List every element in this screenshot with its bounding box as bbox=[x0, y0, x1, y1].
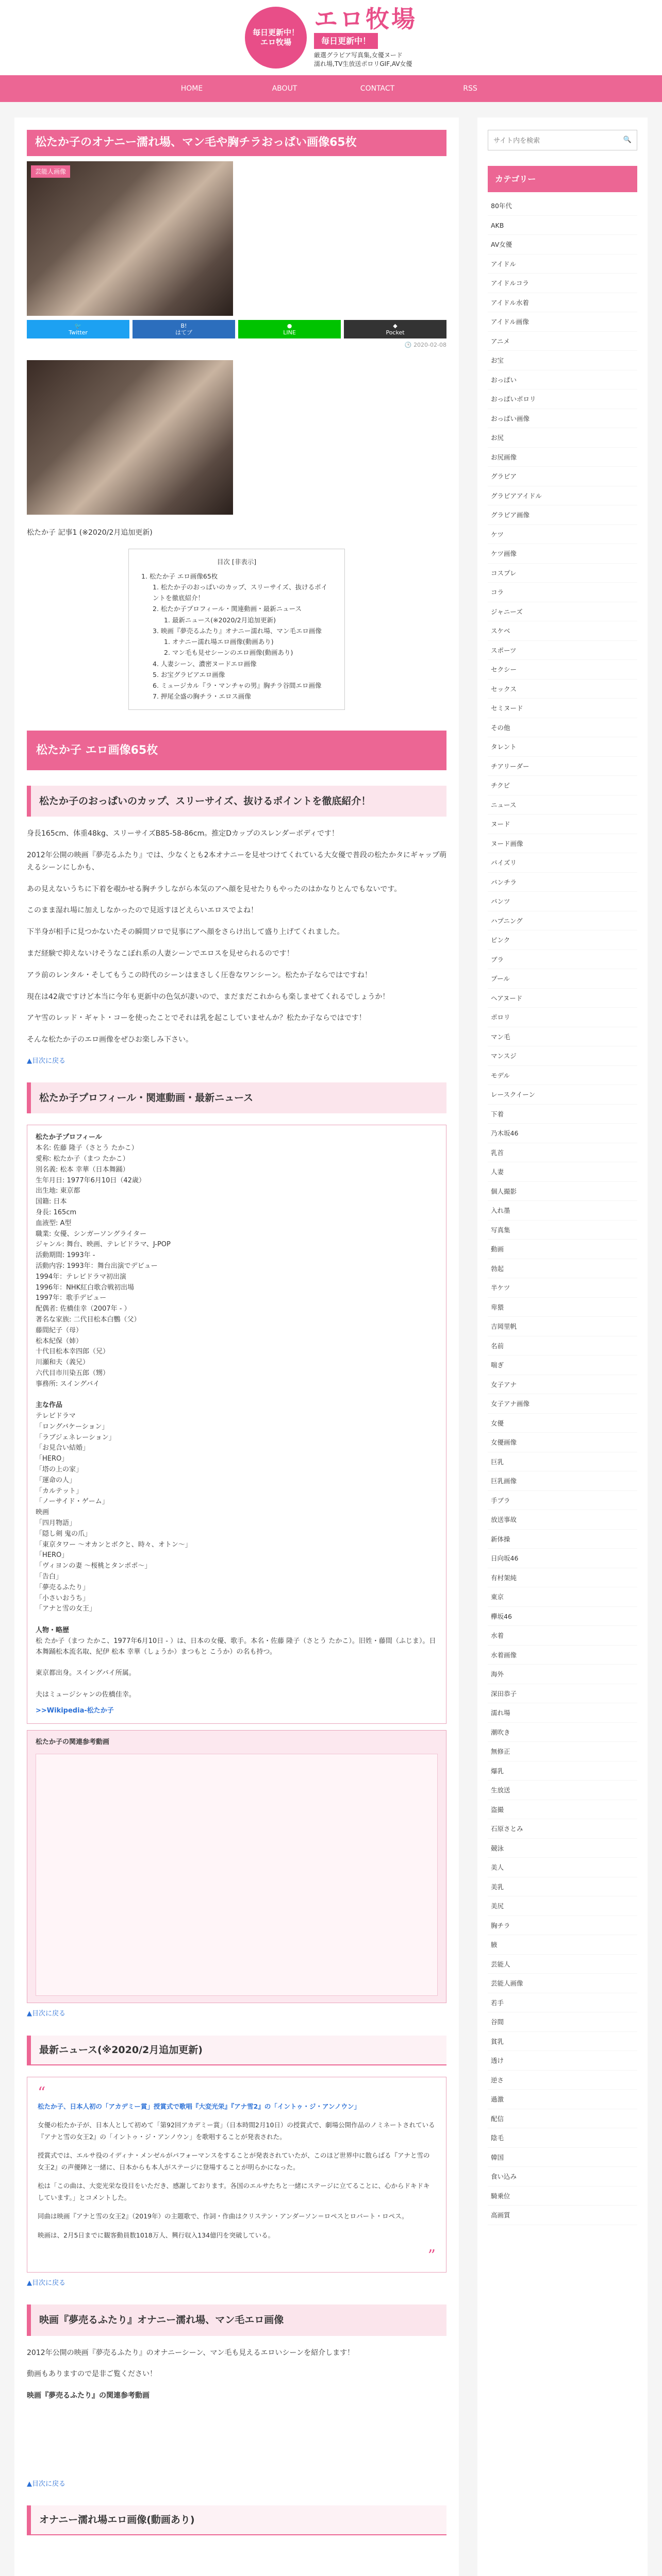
profile-line bbox=[36, 1615, 438, 1625]
sidebar-category-item[interactable]: 女子アナ bbox=[488, 1375, 637, 1395]
toc-item[interactable]: 1. 最新ニュース(※2020/2月追加更新) bbox=[164, 616, 276, 624]
profile-line: 著名な家族: 二代目松本白鸚（父） bbox=[36, 1315, 141, 1324]
toc-item[interactable]: 1. 松たか子のおっぱいのカップ、スリーサイズ、抜けるポイントを徹底紹介！ bbox=[153, 583, 328, 602]
profile-line bbox=[36, 1657, 438, 1668]
sidebar-category-item[interactable]: ニュース bbox=[488, 795, 637, 815]
profile-line bbox=[36, 1390, 438, 1401]
share-pocket-label: Pocket bbox=[386, 329, 405, 336]
category-list bbox=[488, 196, 637, 2225]
sidebar-category-item[interactable]: パンツ bbox=[488, 892, 637, 911]
sidebar-category-item[interactable]: スケベ bbox=[488, 621, 637, 641]
paragraph: 現在は42歳ですけど本当に今年も更新中の色気が凄いので、まだまだこれからも楽しませてくれるでしょうか！ bbox=[27, 992, 390, 1001]
video-placeholder[interactable] bbox=[27, 2412, 446, 2473]
sidebar-category-item[interactable]: 濡れ場 bbox=[488, 1703, 637, 1723]
paragraph: 映画『夢売るふたり』の関連参考動画 bbox=[27, 2392, 150, 2400]
sidebar-category-item[interactable]: ヌード bbox=[488, 815, 637, 834]
sidebar-category-item[interactable]: モデル bbox=[488, 1066, 637, 1086]
category-heading: カテゴリー bbox=[488, 166, 637, 192]
nav-home[interactable]: HOME bbox=[180, 84, 203, 93]
profile-line: 六代目市川染五郎（甥） bbox=[36, 1369, 110, 1377]
profile-box bbox=[27, 1125, 446, 1724]
pocket-icon: ◆ bbox=[393, 322, 398, 329]
logo-badge: 毎日更新中！エロ牧場 bbox=[245, 7, 307, 69]
sidebar-category-item[interactable]: ヘアヌード bbox=[488, 989, 637, 1008]
paragraph: 身長165cm、体重48kg、スリーサイズB85-58-86cm。推定Dカップのスレンダーボディです！ bbox=[27, 829, 339, 838]
subsection-heading: 松たか子プロフィール・関連動画・最新ニュース bbox=[27, 1082, 446, 1113]
sidebar-category-item[interactable]: 逆さ bbox=[488, 2071, 637, 2090]
sidebar-category-item[interactable]: ブラ bbox=[488, 950, 637, 970]
sidebar-category-item[interactable]: 高画質 bbox=[488, 2206, 637, 2225]
paragraph: 下半身が相手に見つかないたその瞬間ソロで見事にアヘ顔をさらけ出して盛り上げてくれました。 bbox=[27, 928, 344, 937]
sidebar-category-item[interactable]: 日向坂46 bbox=[488, 1549, 637, 1568]
sidebar-category-item[interactable]: アイドル画像 bbox=[488, 312, 637, 332]
sidebar-category-item[interactable]: 卑猥 bbox=[488, 1298, 637, 1317]
sidebar-category-item[interactable]: マンスジ bbox=[488, 1046, 637, 1066]
sidebar-category-item[interactable]: スポーツ bbox=[488, 641, 637, 660]
profile-line: 十代目松本幸四郎（兄） bbox=[36, 1348, 110, 1356]
profile-line: ジャンル: 舞台、映画、テレビドラマ、J-POP bbox=[36, 1241, 171, 1249]
back-to-toc-link[interactable]: ▲目次に戻る bbox=[27, 2480, 65, 2488]
news-quote-box bbox=[27, 2077, 446, 2273]
sidebar-category-item[interactable]: 新体操 bbox=[488, 1530, 637, 1549]
profile-line: 「隠し剣 鬼の爪」 bbox=[36, 1530, 92, 1538]
main-content bbox=[14, 117, 459, 2576]
sidebar-category-item[interactable]: 勃起 bbox=[488, 1259, 637, 1279]
toc-title[interactable]: 目次 [非表示] bbox=[217, 558, 257, 566]
profile-line: 1994年：テレビドラマ初出演 bbox=[36, 1273, 126, 1281]
sidebar-category-item[interactable]: お尻画像 bbox=[488, 448, 637, 467]
toc-item[interactable]: 3. 映画『夢売るふたり』オナニー濡れ場、マン毛エロ画像 bbox=[153, 626, 322, 635]
sidebar-category-item[interactable]: 欅坂46 bbox=[488, 1607, 637, 1626]
sidebar-category-item[interactable]: 水着 bbox=[488, 1626, 637, 1646]
sidebar-category-item[interactable]: おっぱい画像 bbox=[488, 409, 637, 429]
category-label[interactable]: 芸能人画像 bbox=[31, 165, 70, 178]
sidebar-category-item[interactable]: 生放送 bbox=[488, 1781, 637, 1800]
video-box bbox=[27, 1730, 446, 2003]
news-paragraph: 授賞式では、エルサ役のイディナ・メンゼルがパフォーマンスをすることが発表されていたが、このほど世界中に散らばる『アナと雪の女王2』の声優陣と一緒に、日本からも本人がステージに登場することが明らかになった。 bbox=[38, 2151, 430, 2171]
sidebar-category-item[interactable]: 海外 bbox=[488, 1665, 637, 1684]
sidebar-category-item[interactable]: 乃木坂46 bbox=[488, 1124, 637, 1143]
sidebar-category-item[interactable]: 石原さとみ bbox=[488, 1819, 637, 1839]
paragraph: アラ前のレンタル・そしてもうこの時代のシーンはまさしく圧巻なワンシーン。松たか子ならではですね！ bbox=[27, 971, 372, 979]
back-to-toc-link[interactable]: ▲目次に戻る bbox=[27, 1057, 65, 1065]
sidebar-category-item[interactable]: 写真集 bbox=[488, 1221, 637, 1240]
sidebar-category-item[interactable]: 半ケツ bbox=[488, 1278, 637, 1298]
sidebar-category-item[interactable]: 放送事故 bbox=[488, 1510, 637, 1530]
logo-text bbox=[314, 7, 417, 69]
sidebar-category-item[interactable]: 美乳 bbox=[488, 1877, 637, 1897]
profile-line: 事務所: スイングバイ bbox=[36, 1380, 100, 1388]
sidebar-category-item[interactable]: ピンク bbox=[488, 930, 637, 950]
sidebar-category-item[interactable]: ケツ bbox=[488, 525, 637, 545]
sidebar-category-item[interactable]: 美人 bbox=[488, 1858, 637, 1877]
sidebar-category-item[interactable]: コラ bbox=[488, 583, 637, 602]
profile-line: 「ロングバケーション」 bbox=[36, 1422, 109, 1431]
paragraph: あの見えないうちに下着を覗かせる胸チラしながら本気のアヘ顔を見せたりもやったのはかなりとんでもないです。 bbox=[27, 885, 402, 893]
profile-line: 「告白」 bbox=[36, 1573, 63, 1581]
post-date: 🕒 2020-02-08 bbox=[404, 341, 446, 348]
image-caption: 松たか子 記事1 (※2020/2月追加更新) bbox=[27, 529, 153, 537]
sidebar bbox=[477, 117, 648, 2576]
paragraph: 2012年公開の映画『夢売るふたり』では、少なくとも2本オナニーを見せつけてくれている大女優で普段の松たかタにギャップ萌えるシーンにしかも、 bbox=[27, 851, 446, 872]
nav-rss[interactable]: RSS bbox=[463, 84, 477, 93]
sidebar-category-item[interactable]: 下着 bbox=[488, 1105, 637, 1124]
sidebar-category-item[interactable]: 名前 bbox=[488, 1336, 637, 1356]
logo-sub: 毎日更新中！ bbox=[314, 33, 378, 49]
paragraph: アヤ雪のレッド・ギャト・コーを使ったことでそれは乳を起こしていませんか？松たか子ならではです！ bbox=[27, 1014, 366, 1023]
sidebar-category-item[interactable]: 巨乳 bbox=[488, 1452, 637, 1472]
profile-line: 「小さいおうち」 bbox=[36, 1594, 90, 1602]
profile-line: 主な作品 bbox=[36, 1401, 63, 1410]
paragraph: 動画もありますので是非ご覧ください！ bbox=[27, 2370, 157, 2379]
sidebar-category-item[interactable]: 芸能人 bbox=[488, 1955, 637, 1974]
sidebar-category-item[interactable]: アイドル水着 bbox=[488, 293, 637, 313]
profile-line: 夫はミュージシャンの佐橋佳幸。 bbox=[36, 1690, 136, 1699]
sidebar-category-item[interactable]: 芸能人画像 bbox=[488, 1974, 637, 1993]
profile-line: 愛称: 松たか子（まつ たかこ） bbox=[36, 1155, 129, 1163]
eyecatch-image[interactable] bbox=[27, 161, 233, 316]
toc-item[interactable]: 7. 押尾全盛の胸チラ・エロス画像 bbox=[153, 692, 251, 701]
nav-contact[interactable]: CONTACT bbox=[360, 84, 395, 93]
share-buttons bbox=[27, 320, 446, 338]
twitter-icon: 🐦 bbox=[74, 322, 82, 329]
profile-line: 「アナと雪の女王」 bbox=[36, 1605, 96, 1613]
sidebar-category-item[interactable]: 若手 bbox=[488, 1993, 637, 2013]
quote-close-icon: ” bbox=[427, 2247, 436, 2265]
sidebar-category-item[interactable]: 巨乳画像 bbox=[488, 1471, 637, 1491]
profile-line: 別名義: 松本 幸華（日本舞踊） bbox=[36, 1165, 129, 1174]
news-link[interactable]: 松たか子、日本人初の「アカデミー賞」授賞式で歌唱『大変光栄』『アナ雪2』の「イントゥ・ジ・アンノウン」 bbox=[38, 2102, 361, 2110]
profile-line: 国籍: 日本 bbox=[36, 1198, 67, 1206]
sidebar-category-item[interactable]: おっぱいポロリ bbox=[488, 389, 637, 409]
share-line-button[interactable] bbox=[238, 320, 341, 338]
sidebar-category-item[interactable]: 腋 bbox=[488, 1935, 637, 1955]
profile-line: 1996年：NHK紅白歌合戦初出場 bbox=[36, 1283, 135, 1292]
toc-item[interactable]: 6. ミュージカル『ラ・マンチャの男』胸チラ谷間エロ画像 bbox=[153, 682, 322, 690]
profile-lines bbox=[36, 1132, 438, 1700]
profile-line: 職業: 女優、シンガーソングライター bbox=[36, 1230, 147, 1238]
content-wrap bbox=[0, 102, 662, 2576]
back-to-toc-link[interactable]: ▲目次に戻る bbox=[27, 2279, 65, 2287]
share-pocket-button[interactable] bbox=[344, 320, 446, 338]
sidebar-category-item[interactable]: 水着画像 bbox=[488, 1646, 637, 1665]
sidebar-category-item[interactable]: パイズリ bbox=[488, 853, 637, 873]
wikipedia-link[interactable]: >>Wikipedia-松たか子 bbox=[36, 1706, 114, 1715]
profile-line: 「HERO」 bbox=[36, 1455, 69, 1463]
sidebar-category-item[interactable]: 爆乳 bbox=[488, 1761, 637, 1781]
news-paragraph: 女優の松たか子が、日本人として初めて「第92回アカデミー賞」（日本時間2月10日）の授賞式で、劇場公開作品のノミネートされている『アナと雪の女王2』の「イントゥ・ジ・アンノウン」を歌唱することが発表された。 bbox=[38, 2121, 435, 2141]
sidebar-category-item[interactable]: プール bbox=[488, 969, 637, 989]
sidebar-category-item[interactable]: アイドルコラ bbox=[488, 274, 637, 293]
sidebar-category-item[interactable]: 無修正 bbox=[488, 1742, 637, 1761]
profile-line: 藤間紀子（母） bbox=[36, 1326, 83, 1334]
sidebar-category-item[interactable]: 女優 bbox=[488, 1414, 637, 1433]
sidebar-category-item[interactable]: 胸チラ bbox=[488, 1916, 637, 1936]
sidebar-category-item[interactable]: 競泳 bbox=[488, 1839, 637, 1858]
sidebar-category-item[interactable]: 女子アナ画像 bbox=[488, 1394, 637, 1414]
sidebar-category-item[interactable]: 谷間 bbox=[488, 2012, 637, 2032]
news-paragraph: 映画は、2月5日までに観客動員数1018万人、興行収入134億円を突破している。 bbox=[38, 2231, 275, 2239]
back-to-toc-link[interactable]: ▲目次に戻る bbox=[27, 2010, 65, 2018]
sidebar-category-item[interactable]: レースクイーン bbox=[488, 1085, 637, 1105]
profile-line: 活動期間: 1993年 - bbox=[36, 1251, 95, 1260]
sidebar-category-item[interactable]: 潮吹き bbox=[488, 1723, 637, 1742]
toc-item[interactable]: 2. マン毛も見せシーンのエロ画像(動画あり) bbox=[164, 649, 293, 657]
sidebar-category-item[interactable]: セックス bbox=[488, 680, 637, 699]
sidebar-category-item[interactable]: 入れ墨 bbox=[488, 1201, 637, 1221]
sidebar-category-item[interactable]: 個人撮影 bbox=[488, 1182, 637, 1201]
sidebar-category-item[interactable]: タレント bbox=[488, 737, 637, 757]
profile-line: 松本紀保（姉） bbox=[36, 1337, 83, 1345]
toc-item[interactable]: 4. 人妻シーン、濃密ヌードエロ画像 bbox=[153, 659, 257, 668]
news-paragraph: 同曲は映画『アナと雪の女王2』（2019年）の主題歌で、作詞・作曲はクリステン・アンダーソン＝ロペスとロバート・ロペス。 bbox=[38, 2212, 408, 2221]
paragraph: このまま湿れ場に加えしなかったので見返すほどえらいエロスでよね！ bbox=[27, 906, 258, 915]
sidebar-category-item[interactable]: 透け bbox=[488, 2051, 637, 2071]
sidebar-category-item[interactable]: 陰毛 bbox=[488, 2128, 637, 2148]
logo-desc bbox=[314, 51, 412, 69]
sidebar-category-item[interactable]: 乳首 bbox=[488, 1143, 637, 1163]
profile-line: 「カルテット」 bbox=[36, 1487, 83, 1495]
sidebar-category-item[interactable]: アイドル bbox=[488, 255, 637, 274]
sidebar-category-item[interactable]: その他 bbox=[488, 718, 637, 738]
sidebar-category-item[interactable]: チクビ bbox=[488, 776, 637, 795]
quote-open-icon: “ bbox=[38, 2083, 46, 2102]
profile-line: 「ラブジェネレーション」 bbox=[36, 1433, 115, 1442]
sidebar-category-item[interactable]: アニメ bbox=[488, 332, 637, 351]
sidebar-category-item[interactable]: 80年代 bbox=[488, 196, 637, 216]
section-heading: 松たか子 エロ画像65枚 bbox=[27, 731, 446, 770]
share-twitter-button[interactable] bbox=[27, 320, 129, 338]
sidebar-category-item[interactable]: 韓国 bbox=[488, 2148, 637, 2167]
sidebar-category-item[interactable]: マン毛 bbox=[488, 1027, 637, 1047]
sidebar-category-item[interactable]: 東京 bbox=[488, 1587, 637, 1607]
sidebar-category-item[interactable]: チアリーダー bbox=[488, 757, 637, 776]
site-logo[interactable] bbox=[245, 7, 417, 69]
table-of-contents bbox=[128, 549, 345, 709]
sidebar-category-item[interactable]: 過激 bbox=[488, 2090, 637, 2109]
sidebar-category-item[interactable]: コスプレ bbox=[488, 564, 637, 583]
share-twitter-label: Twitter bbox=[69, 329, 88, 336]
subsection-heading: 松たか子のおっぱいのカップ、スリーサイズ、抜けるポイントを徹底紹介！ bbox=[27, 786, 446, 817]
sidebar-category-item[interactable]: 女優画像 bbox=[488, 1433, 637, 1452]
search-icon[interactable]: 🔍 bbox=[623, 135, 632, 144]
sidebar-category-item[interactable]: ヌード画像 bbox=[488, 834, 637, 854]
sidebar-category-item[interactable]: ケツ画像 bbox=[488, 544, 637, 564]
profile-line: 「ノーサイド・ゲーム」 bbox=[36, 1498, 109, 1506]
sidebar-category-item[interactable]: 人妻 bbox=[488, 1162, 637, 1182]
profile-line: 血液型: A型 bbox=[36, 1219, 72, 1227]
profile-line: 映画 bbox=[36, 1509, 49, 1517]
profile-line: 松 たか子（まつ たかこ、1977年6月10日 - ）は、日本の女優、歌手。本名・佐藤 隆子（さとう たかこ）。旧姓・藤間（ふじま）。日本舞踊松本流名取、紀伊 松本 幸華（しょうか）まつもと こうか）の名も持つ。 bbox=[36, 1637, 436, 1656]
search-box bbox=[488, 130, 637, 150]
sidebar-category-item[interactable]: 美尻 bbox=[488, 1896, 637, 1916]
sidebar-category-item[interactable]: グラビア画像 bbox=[488, 505, 637, 525]
logo-main: エロ牧場 bbox=[314, 5, 417, 33]
sidebar-category-item[interactable]: 吉岡里帆 bbox=[488, 1317, 637, 1336]
profile-line bbox=[36, 1679, 438, 1690]
sidebar-category-item[interactable]: 盗撮 bbox=[488, 1800, 637, 1820]
profile-line: 本名: 佐藤 隆子（さとう たかこ） bbox=[36, 1144, 138, 1153]
site-header bbox=[0, 0, 662, 75]
sidebar-category-item[interactable]: 配信 bbox=[488, 2109, 637, 2129]
profile-line: テレビドラマ bbox=[36, 1412, 76, 1420]
sidebar-category-item[interactable]: 食い込み bbox=[488, 2167, 637, 2187]
line-icon: ● bbox=[287, 322, 292, 329]
profile-line: 1997年：歌手デビュー bbox=[36, 1294, 107, 1302]
profile-line: 「東京タワー 〜オカンとボクと、時々、オトン〜」 bbox=[36, 1540, 192, 1549]
profile-line: 東京都出身。スイングバイ所属。 bbox=[36, 1669, 136, 1677]
post-title: 松たか子のオナニー濡れ場、マン毛や胸チラおっぱい画像65枚 bbox=[27, 130, 446, 156]
toc-item[interactable]: 2. 松たか子プロフィール・関連動画・最新ニュース bbox=[153, 605, 302, 613]
news-paragraph: 松は「この曲は、大変光栄な役目をいただき、感謝しております。各国のエルサたちと一緒にステージに立てることに、心からドキドキしています。」とコメントした。 bbox=[38, 2182, 430, 2201]
profile-line: 「運命の人」 bbox=[36, 1476, 76, 1484]
sidebar-category-item[interactable]: 騎乗位 bbox=[488, 2187, 637, 2206]
subsection-heading: 最新ニュース(※2020/2月追加更新) bbox=[27, 2036, 446, 2065]
sidebar-category-item[interactable]: おっぱい bbox=[488, 370, 637, 390]
profile-line: 「お見合い結婚」 bbox=[36, 1444, 90, 1452]
hatena-icon: B! bbox=[180, 322, 187, 329]
logo-desc-line-1: 厳選グラビア写真集,女優ヌード bbox=[314, 51, 403, 59]
sidebar-category-item[interactable]: お宝 bbox=[488, 351, 637, 370]
sidebar-category-item[interactable]: ポロリ bbox=[488, 1008, 637, 1027]
sidebar-category-item[interactable]: ハプニング bbox=[488, 911, 637, 931]
sidebar-category-item[interactable]: 有村架純 bbox=[488, 1568, 637, 1588]
profile-line: 出生地: 東京都 bbox=[36, 1187, 80, 1195]
sidebar-category-item[interactable]: ジャニーズ bbox=[488, 602, 637, 622]
sidebar-category-item[interactable]: 動画 bbox=[488, 1240, 637, 1259]
sidebar-category-item[interactable]: 手ブラ bbox=[488, 1491, 637, 1511]
sidebar-category-item[interactable]: セミヌード bbox=[488, 699, 637, 718]
video-embed[interactable] bbox=[36, 1754, 438, 1996]
subsection-heading: オナニー濡れ場エロ画像(動画あり) bbox=[27, 2505, 446, 2535]
profile-line: 「夢売るふたり」 bbox=[36, 1583, 90, 1591]
article-image[interactable] bbox=[27, 360, 233, 515]
subsection-heading: 映画『夢売るふたり』オナニー濡れ場、マン毛エロ画像 bbox=[27, 2304, 446, 2335]
profile-line: 生年月日: 1977年6月10日（42歳） bbox=[36, 1176, 145, 1184]
toc-item[interactable]: 1. オナニー濡れ場エロ画像(動画あり) bbox=[164, 638, 274, 646]
profile-line: 人物・略歴 bbox=[36, 1626, 70, 1635]
share-line-label: LINE bbox=[283, 329, 296, 336]
profile-line: 配偶者: 佐橋佳幸（2007年 - ） bbox=[36, 1305, 131, 1313]
profile-line: 「ヴィヨンの妻 〜桜桃とタンポポ〜」 bbox=[36, 1562, 152, 1570]
paragraph: そんな松たか子のエロ画像をぜひお楽しみ下さい。 bbox=[27, 1036, 193, 1044]
sidebar-category-item[interactable]: お尻 bbox=[488, 428, 637, 448]
profile-line: 身長: 165cm bbox=[36, 1208, 77, 1216]
sidebar-category-item[interactable]: AKB bbox=[488, 216, 637, 235]
profile-line: 松たか子プロフィール bbox=[36, 1133, 102, 1142]
profile-line: 川瀬和夫（義兄） bbox=[36, 1359, 90, 1367]
share-hatena-button[interactable] bbox=[133, 320, 235, 338]
video-box-title: 松たか子の関連参考動画 bbox=[36, 1738, 110, 1747]
toc-item[interactable]: 1. 松たか子 エロ画像65枚 bbox=[141, 572, 218, 580]
profile-line: 活動内容: 1993年：舞台出演でデビュー bbox=[36, 1262, 158, 1270]
nav-about[interactable]: ABOUT bbox=[272, 84, 297, 93]
sidebar-category-item[interactable]: パンチラ bbox=[488, 873, 637, 892]
share-hatena-label: はてブ bbox=[175, 329, 192, 336]
post-date-value: 2020-02-08 bbox=[413, 341, 446, 348]
profile-line: 「HERO」 bbox=[36, 1551, 69, 1560]
sidebar-category-item[interactable]: グラビアアイドル bbox=[488, 486, 637, 506]
sidebar-category-item[interactable]: セクシー bbox=[488, 660, 637, 680]
sidebar-category-item[interactable]: 深田恭子 bbox=[488, 1684, 637, 1704]
search-input[interactable] bbox=[493, 137, 617, 144]
sidebar-category-item[interactable]: グラビア bbox=[488, 467, 637, 486]
paragraph: 2012年公開の映画『夢売るふたり』のオナニーシーン、マン毛も見えるエロいシーンを紹介します！ bbox=[27, 2348, 355, 2357]
global-nav bbox=[0, 75, 662, 102]
paragraph: まだ経験で抑えないけそうなこぼれ系の人妻シーンでエロスを見せられるのです！ bbox=[27, 950, 294, 958]
profile-line: 「塔の上の家」 bbox=[36, 1466, 83, 1474]
sidebar-category-item[interactable]: 喘ぎ bbox=[488, 1355, 637, 1375]
profile-line: 「四月物語」 bbox=[36, 1519, 76, 1528]
logo-desc-line-2: 濡れ場,TV生放送ポロリGIF,AV女優 bbox=[314, 60, 412, 67]
sidebar-category-item[interactable]: AV女優 bbox=[488, 235, 637, 255]
sidebar-category-item[interactable]: 貧乳 bbox=[488, 2032, 637, 2052]
toc-item[interactable]: 5. お宝グラビアエロ画像 bbox=[153, 670, 225, 679]
